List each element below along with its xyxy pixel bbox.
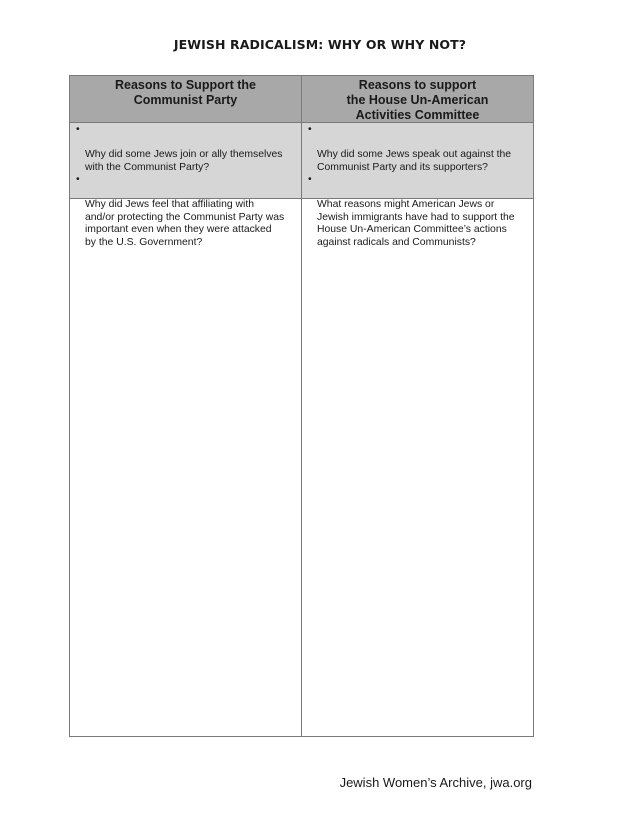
- column-header-communist-party: [70, 76, 302, 123]
- prompt-item: [76, 174, 297, 249]
- prompt-text: Why did some Jews join or ally themselves with the Communist Party?: [85, 149, 283, 173]
- column-header-huac: [302, 76, 533, 123]
- prompts-communist-party: [70, 123, 302, 248]
- prompts-huac: [302, 123, 533, 248]
- prompt-text: Why did some Jews speak out against the Communist Party and its supporters?: [317, 149, 512, 173]
- bullet-icon: •: [76, 124, 80, 135]
- prompt-item: [76, 124, 297, 174]
- footer-credit: Jewish Women’s Archive, jwa.org: [339, 775, 532, 790]
- answer-area-communist-party[interactable]: [70, 199, 302, 736]
- prompt-list: [308, 124, 529, 249]
- column-header-label: Reasons to Support the Communist Party: [115, 78, 256, 107]
- prompt-text: What reasons might American Jews or Jewish immigrants have had to support the House Un-American Committee’s actions against radicals and Communists?: [317, 199, 515, 248]
- bullet-icon: •: [76, 174, 80, 185]
- page-title: JEWISH RADICALISM: WHY OR WHY NOT?: [173, 37, 467, 52]
- worksheet-table: [69, 75, 534, 737]
- column-header-label: Reasons to support the House Un-American Activities Committee: [346, 78, 489, 122]
- prompt-item: [308, 174, 529, 249]
- prompt-list: [76, 124, 297, 249]
- answer-area-huac[interactable]: [302, 199, 533, 736]
- bullet-icon: •: [308, 174, 312, 185]
- prompt-text: Why did Jews feel that affiliating with and/or protecting the Communist Party was important even when they were attacked by the U.S. Government?: [85, 199, 285, 248]
- prompt-item: [308, 124, 529, 174]
- bullet-icon: •: [308, 124, 312, 135]
